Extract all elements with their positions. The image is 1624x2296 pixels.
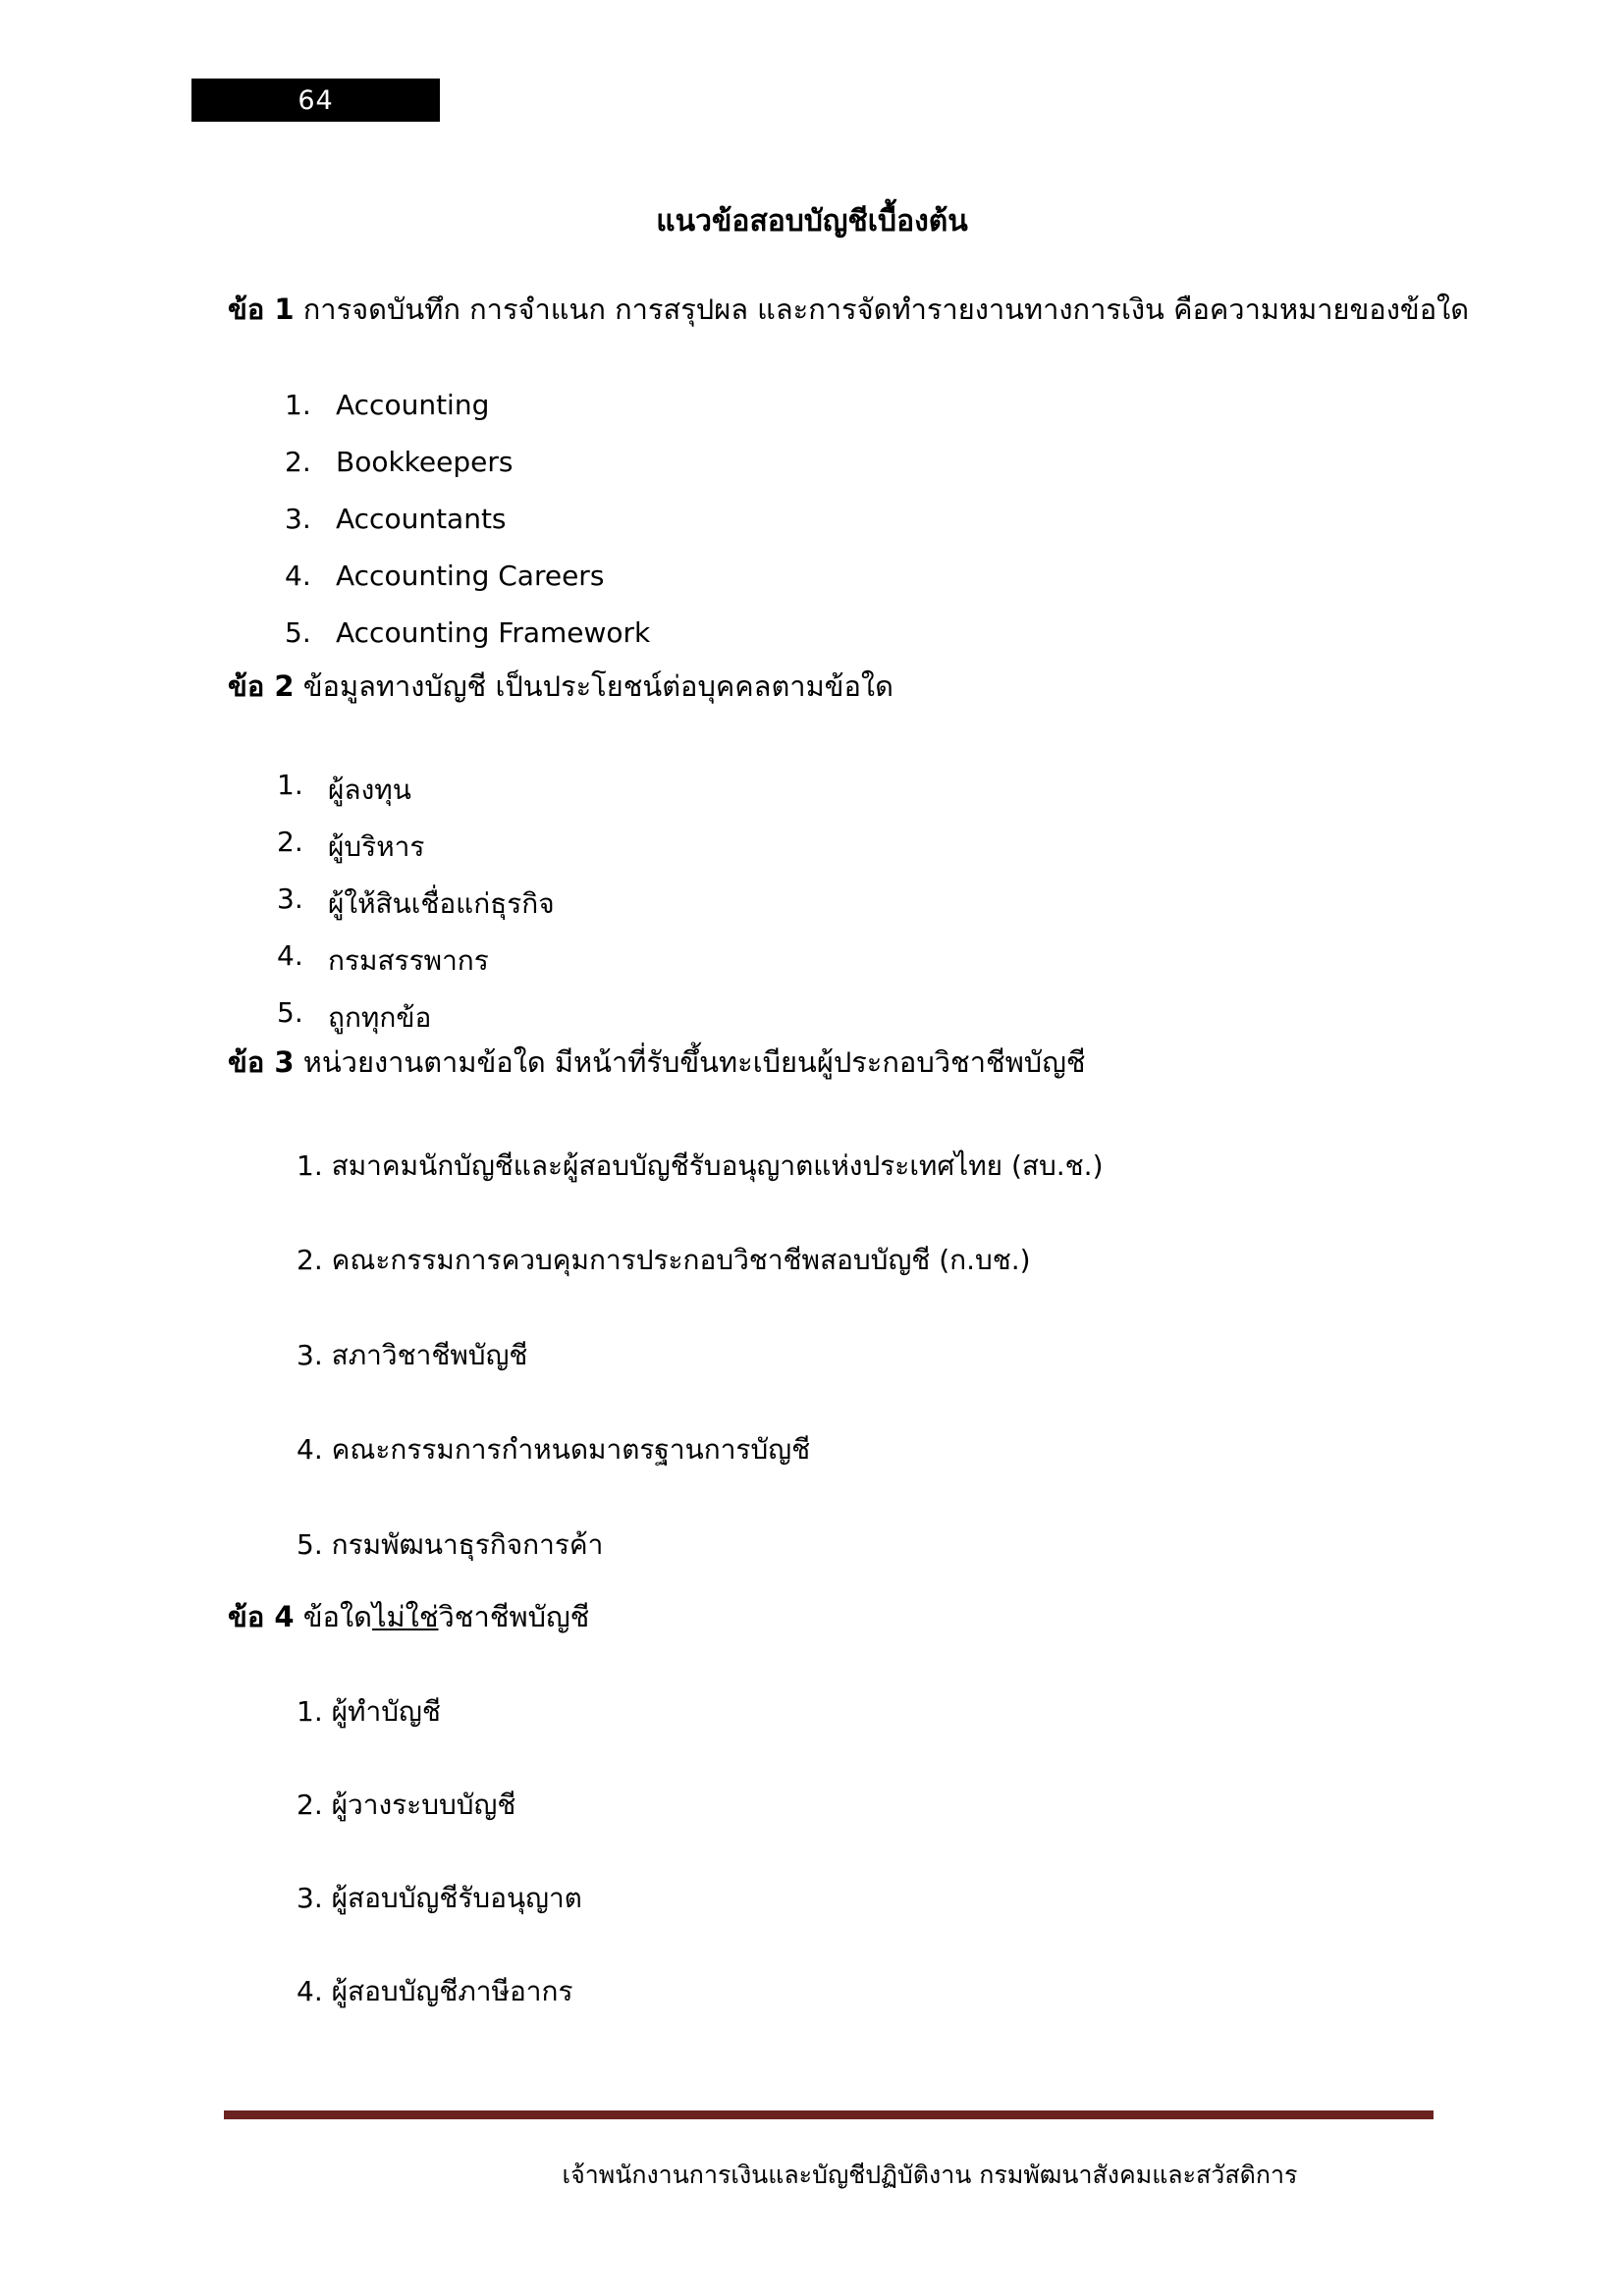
q4-option-4[interactable]: 4. ผู้สอบบัญชีภาษีอากร xyxy=(297,1975,573,2007)
q4-option-3[interactable]: 3. ผู้สอบบัญชีรับอนุญาต xyxy=(297,1882,582,1914)
q3-option-3[interactable]: 3. สภาวิชาชีพบัญชี xyxy=(297,1339,528,1371)
q2-option-3-label: ผู้ให้สินเชื่อแก่ธุรกิจ xyxy=(328,887,555,920)
q2-option-3-number: 3. xyxy=(277,882,303,915)
q2-option-4-number: 4. xyxy=(277,939,303,972)
page-number-value: 64 xyxy=(298,84,334,116)
page-number-badge xyxy=(191,79,440,122)
q1-option-1[interactable] xyxy=(285,389,489,421)
question-2-text: ข้อมูลทางบัญชี เป็นประโยชน์ต่อบุคคลตามข้อใด xyxy=(302,669,893,703)
q3-option-1[interactable]: 1. สมาคมนักบัญชีและผู้สอบบัญชีรับอนุญาตแห่งประเทศไทย (สบ.ช.) xyxy=(297,1149,1104,1182)
question-4 xyxy=(228,1598,589,1636)
q1-option-1-label: Accounting xyxy=(336,389,490,421)
q2-option-2[interactable] xyxy=(277,826,424,869)
q4-option-1[interactable]: 1. ผู้ทำบัญชี xyxy=(297,1695,441,1728)
q1-option-5-label: Accounting Framework xyxy=(336,616,651,649)
q2-option-5-label: ถูกทุกข้อ xyxy=(328,1001,432,1034)
question-3-label: ข้อ 3 xyxy=(228,1045,295,1079)
question-4-text-underlined: ไม่ใช่ xyxy=(371,1600,439,1633)
q1-option-3[interactable] xyxy=(285,503,507,535)
q3-option-4[interactable]: 4. คณะกรรมการกำหนดมาตรฐานการบัญชี xyxy=(297,1433,811,1466)
q1-option-5[interactable] xyxy=(285,616,650,649)
question-1 xyxy=(228,291,1469,329)
question-1-label: ข้อ 1 xyxy=(228,293,295,326)
q2-option-4[interactable] xyxy=(277,939,489,983)
footer-text: เจ้าพนักงานการเงินและบัญชีปฏิบัติงาน กรมพัฒนาสังคมและสวัสดิการ xyxy=(562,2161,1298,2189)
q2-option-3[interactable] xyxy=(277,882,555,926)
question-3 xyxy=(228,1043,1086,1082)
q1-option-2-label: Bookkeepers xyxy=(336,446,514,478)
question-2 xyxy=(228,667,893,706)
q1-option-1-number: 1. xyxy=(285,389,311,421)
q2-option-1[interactable] xyxy=(277,769,411,812)
q2-option-5-number: 5. xyxy=(277,996,303,1029)
q1-option-4-label: Accounting Careers xyxy=(336,560,605,592)
q1-option-4[interactable] xyxy=(285,560,604,592)
q1-option-4-number: 4. xyxy=(285,560,311,592)
page-title: แนวข้อสอบบัญชีเบื้องต้น xyxy=(656,204,968,239)
q2-option-2-number: 2. xyxy=(277,826,303,858)
q2-option-1-label: ผู้ลงทุน xyxy=(328,774,411,806)
question-4-text-after: วิชาชีพบัญชี xyxy=(438,1600,590,1633)
q1-option-3-label: Accountants xyxy=(336,503,507,535)
q4-option-2[interactable]: 2. ผู้วางระบบบัญชี xyxy=(297,1789,516,1821)
q1-option-5-number: 5. xyxy=(285,616,311,649)
q1-option-3-number: 3. xyxy=(285,503,311,535)
q2-option-4-label: กรมสรรพากร xyxy=(328,944,489,977)
question-1-text: การจดบันทึก การจำแนก การสรุปผล และการจัดทำรายงานทางการเงิน คือความหมายของข้อใด xyxy=(302,293,1470,326)
q2-option-5[interactable] xyxy=(277,996,431,1040)
footer-divider xyxy=(224,2110,1434,2119)
q1-option-2[interactable] xyxy=(285,446,513,478)
question-3-text: หน่วยงานตามข้อใด มีหน้าที่รับขึ้นทะเบียนผู้ประกอบวิชาชีพบัญชี xyxy=(302,1045,1086,1079)
q1-option-2-number: 2. xyxy=(285,446,311,478)
q2-option-2-label: ผู้บริหาร xyxy=(328,830,425,863)
question-4-text-before: ข้อใด xyxy=(302,1600,372,1633)
question-2-label: ข้อ 2 xyxy=(228,669,295,703)
q3-option-5[interactable]: 5. กรมพัฒนาธุรกิจการค้า xyxy=(297,1528,604,1561)
q3-option-2[interactable]: 2. คณะกรรมการควบคุมการประกอบวิชาชีพสอบบัญชี (ก.บช.) xyxy=(297,1244,1031,1276)
question-4-label: ข้อ 4 xyxy=(228,1600,295,1633)
q2-option-1-number: 1. xyxy=(277,769,303,801)
